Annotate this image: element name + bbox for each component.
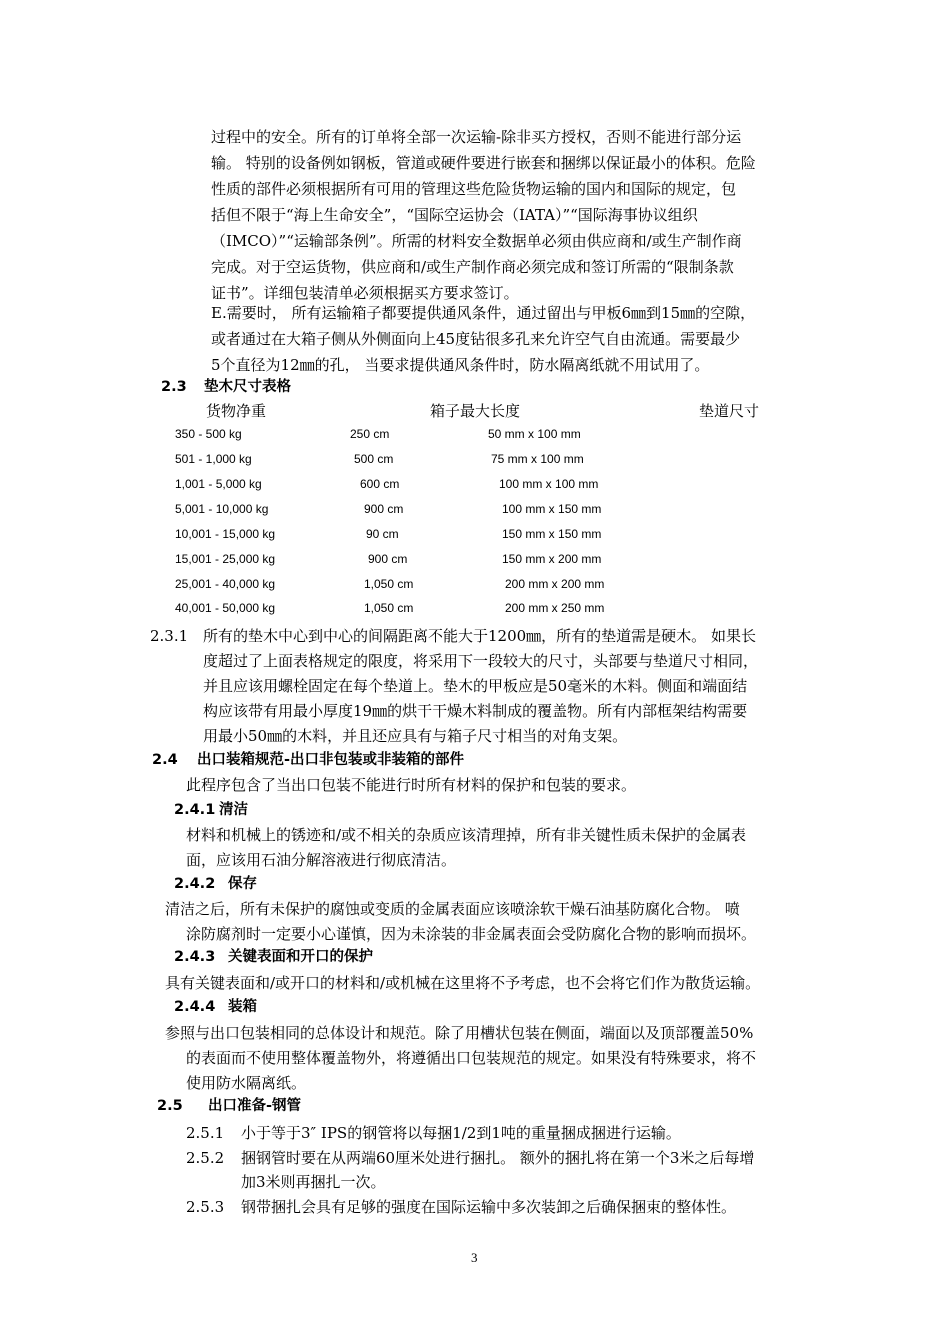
section-2-3-1-number: 2.3.1 <box>150 627 189 645</box>
table-header-weight: 货物净重 <box>206 402 267 420</box>
section-2-5-1-number: 2.5.1 <box>186 1124 225 1142</box>
section-2-3-1-line: 并且应该用螺栓固定在每个垫道上。垫木的甲板应是50毫米的木料。侧面和端面结 <box>203 677 748 695</box>
table-cell-skid: 200 mm x 200 mm <box>505 577 605 591</box>
table-cell-weight: 1,001 - 5,000 kg <box>175 477 262 491</box>
section-2-4-1-line: 面，应该用石油分解溶液进行彻底清洁。 <box>186 851 457 869</box>
table-cell-weight: 501 - 1,000 kg <box>175 452 252 466</box>
intro-line: 过程中的安全。所有的订单将全部一次运输-除非买方授权，否则不能进行部分运 <box>211 128 742 146</box>
section-2-5-2-line: 加3米则再捆扎一次。 <box>241 1173 386 1191</box>
section-2-4-4-line: 使用防水隔离纸。 <box>186 1074 307 1092</box>
section-2-4-3-number: 2.4.3 <box>174 949 216 965</box>
table-cell-length: 500 cm <box>354 452 394 466</box>
section-2-5-3-number: 2.5.3 <box>186 1198 225 1216</box>
table-cell-length: 90 cm <box>366 527 399 541</box>
section-2-3-number: 2.3 <box>161 379 187 395</box>
section-2-3-title: 垫木尺寸表格 <box>204 379 291 395</box>
table-cell-weight: 5,001 - 10,000 kg <box>175 502 269 516</box>
para-e-line: 5个直径为12㎜的孔， 当要求提供通风条件时，防水隔离纸就不用试用了。 <box>211 356 710 374</box>
intro-line: （IMCO）”“运输部条例”。所需的材料安全数据单必须由供应商和/或生产制作商 <box>211 232 742 250</box>
section-2-4-2-line: 清洁之后，所有未保护的腐蚀或变质的金属表面应该喷涂软干燥石油基防腐化合物。 喷 <box>165 900 740 918</box>
section-2-4-1-number: 2.4.1 <box>174 802 216 818</box>
intro-line: 括但不限于“海上生命安全”，“国际空运协会（IATA）”“国际海事协议组织 <box>211 206 698 224</box>
section-2-4-4-line: 的表面而不使用整体覆盖物外，将遵循出口包装规范的规定。如果没有特殊要求，将不 <box>186 1049 757 1067</box>
table-cell-length: 600 cm <box>360 477 400 491</box>
section-2-4-title: 出口装箱规范-出口非包装或非装箱的部件 <box>197 752 465 768</box>
table-cell-skid: 150 mm x 200 mm <box>502 552 602 566</box>
section-2-3-1-line: 度超过了上面表格规定的限度，将采用下一段较大的尺寸，头部要与垫道尺寸相同， <box>203 652 759 670</box>
table-cell-length: 1,050 cm <box>364 601 414 615</box>
section-2-3-1-line: 所有的垫木中心到中心的间隔距离不能大于1200㎜，所有的垫道需是硬木。 如果长 <box>203 627 756 645</box>
section-2-4-1-title: 清洁 <box>219 802 248 818</box>
table-cell-skid: 150 mm x 150 mm <box>502 527 602 541</box>
section-2-4-4-line: 参照与出口包装相同的总体设计和规范。除了用槽状包装在侧面，端面以及顶部覆盖50% <box>165 1024 754 1042</box>
section-2-3-1-line: 构应该带有用最小厚度19㎜的烘干干燥木料制成的覆盖物。所有内部框架结构需要 <box>203 702 748 720</box>
section-2-4-4-title: 装箱 <box>228 999 257 1015</box>
table-cell-weight: 10,001 - 15,000 kg <box>175 527 276 541</box>
table-header-skid: 垫道尺寸 <box>699 402 760 420</box>
table-cell-weight: 25,001 - 40,000 kg <box>175 577 276 591</box>
table-cell-length: 1,050 cm <box>364 577 414 591</box>
intro-line: 完成。对于空运货物，供应商和/或生产制作商必须完成和签订所需的“限制条款 <box>211 258 734 276</box>
section-2-4-3-body: 具有关键表面和/或开口的材料和/或机械在这里将不予考虑，也不会将它们作为散货运输。 <box>165 974 761 992</box>
table-cell-length: 900 cm <box>364 502 404 516</box>
section-2-4-2-title: 保存 <box>228 876 257 892</box>
intro-line: 证书”。详细包装清单必须根据买方要求签订。 <box>211 284 519 302</box>
section-2-5-2-line: 捆钢管时要在从两端60厘米处进行捆扎。 额外的捆扎将在第一个3米之后每增 <box>241 1149 755 1167</box>
section-2-4-body: 此程序包含了当出口包装不能进行时所有材料的保护和包装的要求。 <box>186 776 637 794</box>
section-2-5-3-line: 钢带捆扎会具有足够的强度在国际运输中多次装卸之后确保捆束的整体性。 <box>241 1198 737 1216</box>
section-2-4-4-number: 2.4.4 <box>174 999 216 1015</box>
table-cell-skid: 50 mm x 100 mm <box>488 427 581 441</box>
table-cell-skid: 75 mm x 100 mm <box>491 452 584 466</box>
table-header-length: 箱子最大长度 <box>430 402 521 420</box>
section-2-3-1-line: 用最小50㎜的木料，并且还应具有与箱子尺寸相当的对角支架。 <box>203 727 628 745</box>
section-2-5-title: 出口准备-钢管 <box>208 1098 302 1114</box>
page-number: 3 <box>471 1250 478 1265</box>
section-2-5-1-line: 小于等于3″ IPS的钢管将以每捆1/2到1吨的重量捆成捆进行运输。 <box>241 1124 681 1142</box>
section-2-4-1-line: 材料和机械上的锈迹和/或不相关的杂质应该清理掉，所有非关键性质未保护的金属表 <box>186 826 747 844</box>
table-cell-skid: 100 mm x 100 mm <box>499 477 599 491</box>
table-cell-weight: 40,001 - 50,000 kg <box>175 601 276 615</box>
table-cell-length: 250 cm <box>350 427 390 441</box>
table-cell-skid: 200 mm x 250 mm <box>505 601 605 615</box>
intro-line: 性质的部件必须根据所有可用的管理这些危险货物运输的国内和国际的规定，包 <box>211 180 737 198</box>
intro-line: 输。 特别的设备例如钢板，管道或硬件要进行嵌套和捆绑以保证最小的体积。危险 <box>211 154 756 172</box>
section-2-4-number: 2.4 <box>152 752 178 768</box>
section-2-5-2-number: 2.5.2 <box>186 1149 225 1167</box>
para-e-line: 或者通过在大箱子侧从外侧面向上45度钻很多孔来允许空气自由流通。需要最少 <box>211 330 741 348</box>
section-2-4-3-title: 关键表面和开口的保护 <box>228 949 373 965</box>
section-2-4-2-line: 涂防腐剂时一定要小心谨慎，因为未涂装的非金属表面会受防腐化合物的影响而损坏。 <box>186 925 757 943</box>
section-2-4-2-number: 2.4.2 <box>174 876 216 892</box>
table-cell-length: 900 cm <box>368 552 408 566</box>
table-cell-weight: 350 - 500 kg <box>175 427 242 441</box>
para-e-line: E.需要时， 所有运输箱子都要提供通风条件，通过留出与甲板6㎜到15㎜的空隙， <box>211 304 756 322</box>
section-2-5-number: 2.5 <box>157 1098 183 1114</box>
table-cell-weight: 15,001 - 25,000 kg <box>175 552 276 566</box>
table-cell-skid: 100 mm x 150 mm <box>502 502 602 516</box>
